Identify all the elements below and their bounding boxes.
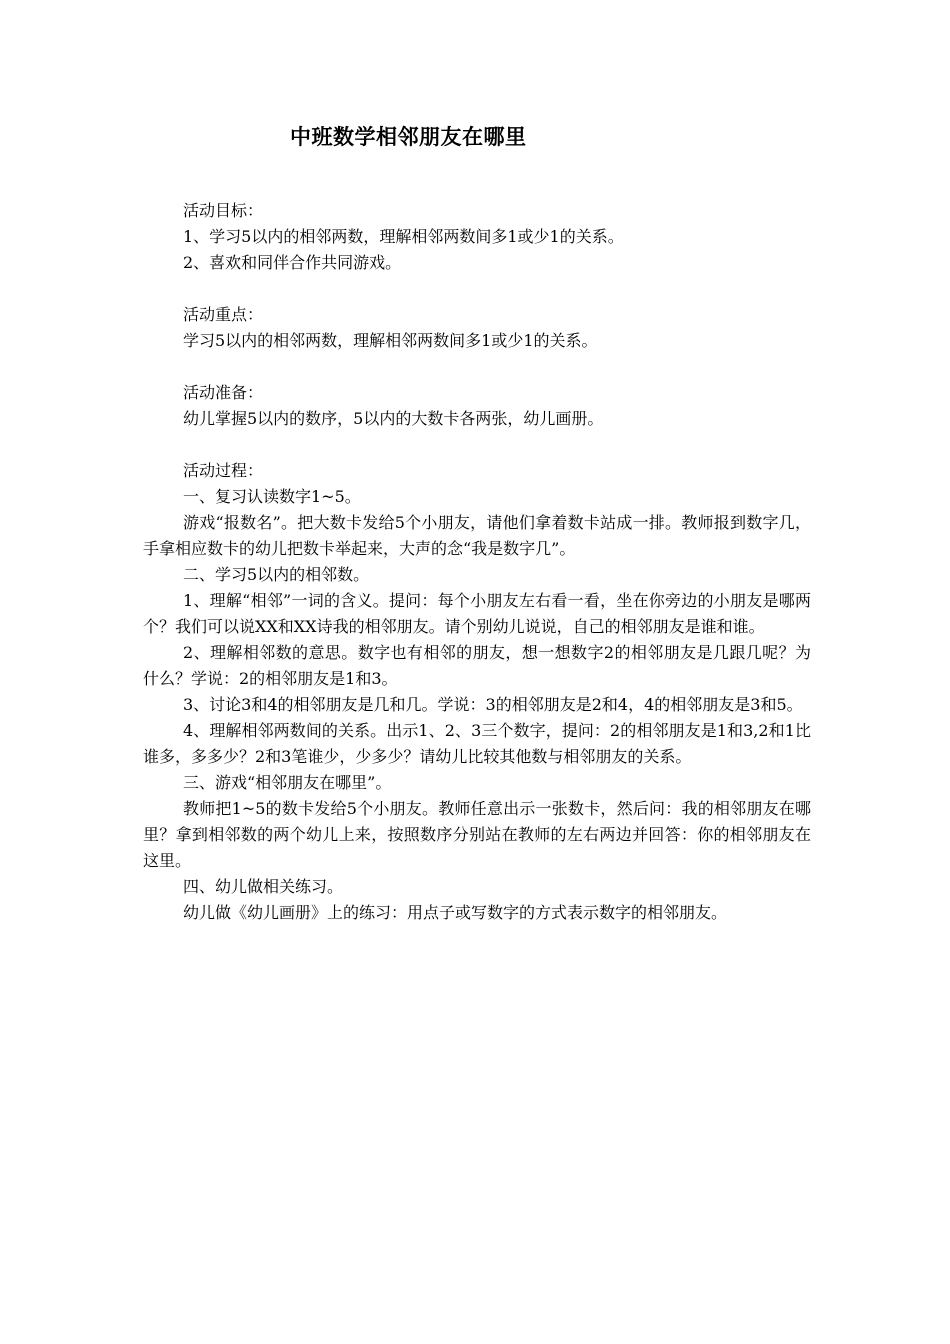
paragraph: 三、游戏“相邻朋友在哪里”。 [183, 773, 392, 792]
paragraph: 四、幼儿做相关练习。 [183, 877, 344, 896]
paragraph: 教师把1~5的数卡发给5个小朋友。教师任意出示一张数卡，然后问：我的相邻朋友在哪里？拿到相邻数的两个幼儿上来，按照数序分别站在教师的左右两边并回答：你的相邻朋友在这里。 [143, 799, 811, 870]
section-heading: 活动过程： [183, 461, 264, 480]
paragraph: 1、学习5以内的相邻两数，理解相邻两数间多1或少1的关系。 [183, 227, 624, 246]
section-heading: 活动准备： [183, 383, 264, 402]
document-body [143, 198, 811, 926]
spacer [143, 432, 811, 458]
paragraph: 2、理解相邻数的意思。数字也有相邻的朋友，想一想数字2的相邻朋友是几跟几呢？为什么？学说：2的相邻朋友是1和3。 [143, 643, 811, 688]
paragraph: 幼儿做《幼儿画册》上的练习：用点子或写数字的方式表示数字的相邻朋友。 [183, 903, 728, 922]
section-heading: 活动目标： [183, 201, 264, 220]
paragraph: 3、讨论3和4的相邻朋友是几和几。学说：3的相邻朋友是2和4，4的相邻朋友是3和5。 [183, 695, 803, 714]
paragraph: 1、理解“相邻”一词的含义。提问：每个小朋友左右看一看，坐在你旁边的小朋友是哪两个？我们可以说XX和XX诗我的相邻朋友。请个别幼儿说说，自己的相邻朋友是谁和谁。 [143, 591, 811, 636]
paragraph: 游戏“报数名”。把大数卡发给5个小朋友，请他们拿着数卡站成一排。教师报到数字几，手拿相应数卡的幼儿把数卡举起来，大声的念“我是数字几”。 [143, 513, 811, 558]
spacer [143, 276, 811, 302]
paragraph: 4、理解相邻两数间的关系。出示1、2、3三个数字，提问：2的相邻朋友是1和3,2和1比谁多，多多少？2和3笔谁少，少多少？请幼儿比较其他数与相邻朋友的关系。 [143, 721, 811, 766]
paragraph: 一、复习认读数字1~5。 [183, 487, 361, 506]
paragraph: 2、喜欢和同伴合作共同游戏。 [183, 253, 402, 272]
paragraph: 学习5以内的相邻两数，理解相邻两数间多1或少1的关系。 [183, 331, 598, 350]
paragraph: 幼儿掌握5以内的数序，5以内的大数卡各两张，幼儿画册。 [183, 409, 604, 428]
document-title: 中班数学相邻朋友在哪里 [290, 125, 527, 149]
section-heading: 活动重点： [183, 305, 264, 324]
spacer [143, 354, 811, 380]
paragraph: 二、学习5以内的相邻数。 [183, 565, 370, 584]
